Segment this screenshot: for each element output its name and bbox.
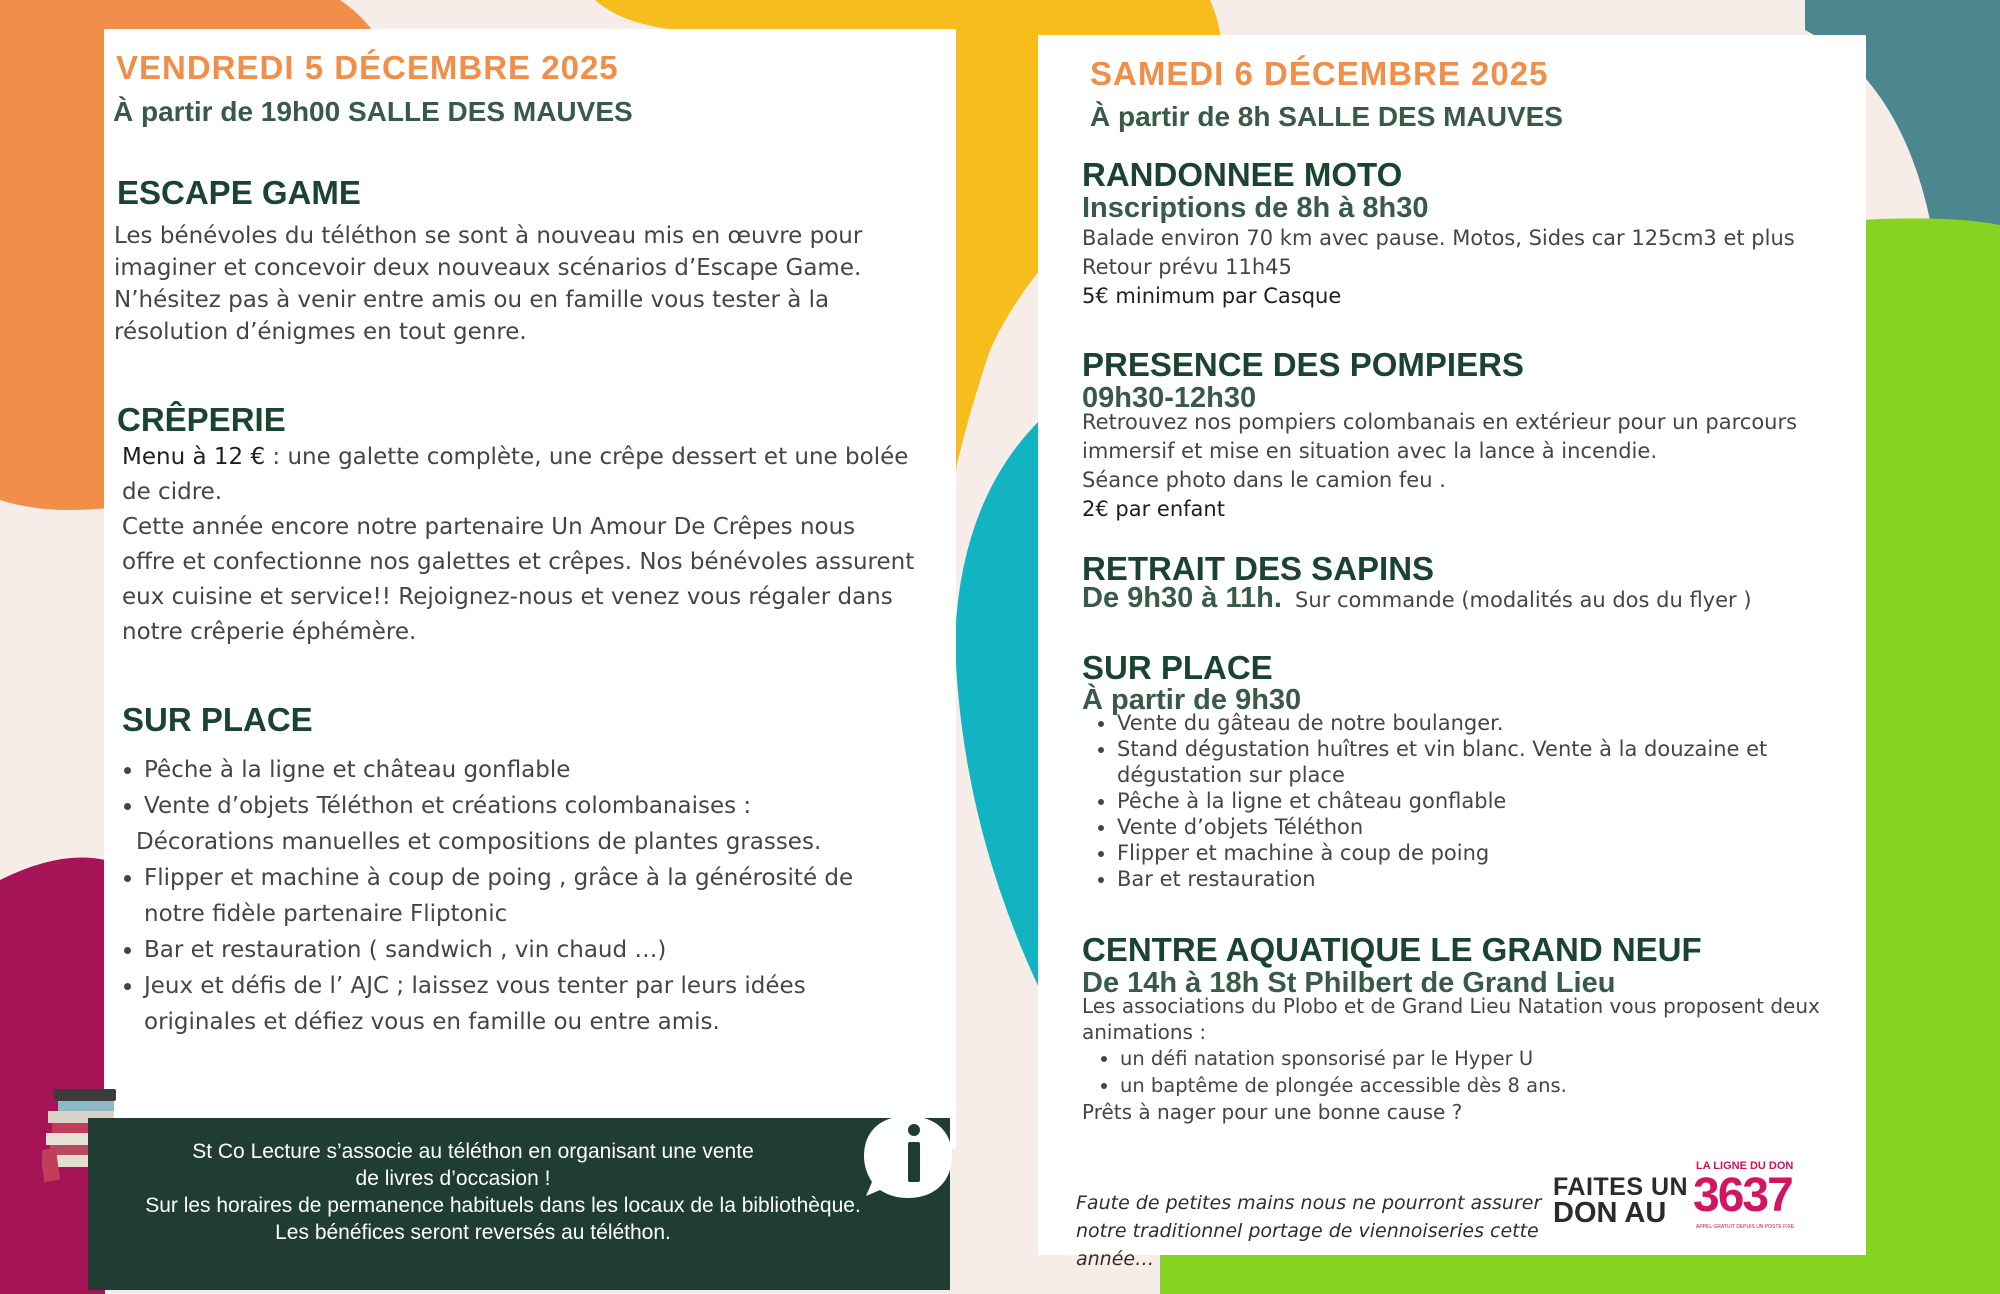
list-item: • un défi natation sponsorisé par le Hyper U — [1120, 1045, 1872, 1072]
pompiers-text — [1082, 408, 1862, 524]
moto-title: RANDONNEE MOTO — [1082, 156, 1403, 193]
sapins-line — [1082, 582, 1752, 615]
escape-game-title: ESCAPE GAME — [117, 174, 361, 211]
escape-line: imaginer et concevoir deux nouveaux scénarios d’Escape Game. — [114, 255, 862, 281]
creperie-text — [122, 440, 952, 650]
pompiers-price: 2€ par enfant — [1082, 497, 1225, 521]
escape-line: Les bénévoles du téléthon se sont à nouveau mis en œuvre pour — [114, 223, 863, 249]
footer-line: année… — [1076, 1248, 1155, 1270]
logo-don: DON AU — [1553, 1197, 1667, 1229]
saturday-date: SAMEDI 6 DÉCEMBRE 2025 — [1090, 55, 1549, 92]
list-item — [144, 788, 964, 824]
moto-line: Retour prévu 11h45 — [1082, 255, 1292, 279]
escape-line: N’hésitez pas à venir entre amis ou en famille vous tester à la — [114, 287, 830, 313]
creperie-line: offre et confectionne nos galettes et crêpes. Nos bénévoles assurent — [122, 549, 915, 575]
list-item-continuation: notre fidèle partenaire Fliptonic — [144, 901, 508, 927]
list-item-continuation: dégustation sur place — [1117, 763, 1345, 787]
logo-faites: FAITES UN — [1553, 1173, 1689, 1201]
moto-text — [1082, 224, 1862, 311]
friday-date: VENDREDI 5 DÉCEMBRE 2025 — [116, 49, 619, 86]
menu-price: Menu à 12 € — [122, 444, 266, 470]
friday-surplace-list — [114, 752, 964, 1040]
list-item: • Jeux et défis de l’ AJC ; laissez vous tenter par leurs idées — [144, 968, 964, 1004]
pompiers-line: Séance photo dans le camion feu . — [1082, 468, 1446, 492]
pompiers-line: immersif et mise en situation avec la lance à incendie. — [1082, 439, 1657, 463]
saturday-surplace-subtitle: À partir de 9h30 — [1082, 684, 1302, 716]
info-box-text — [88, 1138, 898, 1246]
footer-line: Faute de petites mains nous ne pourront assurer — [1076, 1192, 1542, 1214]
creperie-line: Cette année encore notre partenaire Un Amour De Crêpes nous — [122, 514, 856, 540]
pompiers-subtitle: 09h30-12h30 — [1082, 382, 1257, 414]
teal-blob — [955, 420, 1040, 990]
saturday-time-place: À partir de 8h SALLE DES MAUVES — [1090, 101, 1563, 132]
list-item: • Bar et restauration — [1117, 866, 1877, 892]
aquatique-text — [1082, 993, 1872, 1125]
footer-line: notre traditionnel portage de viennoiseries cette — [1076, 1220, 1539, 1242]
moto-line: Balade environ 70 km avec pause. Motos, Sides car 125cm3 et plus — [1082, 226, 1795, 250]
moto-price: 5€ minimum par Casque — [1082, 284, 1342, 308]
sapins-note: Sur commande (modalités au dos du flyer ) — [1295, 588, 1752, 612]
friday-time-place: À partir de 19h00 SALLE DES MAUVES — [113, 96, 633, 127]
info-line: Les bénéfices seront reversés au téléthon. — [275, 1221, 671, 1244]
footer-note — [1076, 1189, 1546, 1273]
list-item-continuation: originales et défiez vous en famille ou entre amis. — [144, 1009, 720, 1035]
info-icon — [862, 1110, 954, 1210]
sapins-subtitle: De 9h30 à 11h. — [1082, 582, 1282, 614]
logo-ligne: LA LIGNE DU DON — [1696, 1160, 1794, 1172]
aquatique-line: Prêts à nager pour une bonne cause ? — [1082, 1100, 1463, 1124]
info-box — [88, 1118, 950, 1290]
list-item: • Bar et restauration ( sandwich , vin chaud …) — [144, 932, 964, 968]
escape-line: résolution d’énigmes en tout genre. — [114, 319, 527, 345]
list-item: • Flipper et machine à coup de poing — [1117, 840, 1877, 866]
logo-number: 3637 — [1693, 1169, 1792, 1222]
creperie-title: CRÊPERIE — [117, 401, 286, 438]
sapins-title: RETRAIT DES SAPINS — [1082, 550, 1435, 587]
aquatique-title: CENTRE AQUATIQUE LE GRAND NEUF — [1082, 931, 1702, 968]
creperie-menu — [122, 440, 952, 475]
creperie-line: eux cuisine et service!! Rejoignez-nous et venez vous régaler dans — [122, 584, 893, 610]
list-item: • Pêche à la ligne et château gonflable — [1117, 788, 1877, 814]
pompiers-line: Retrouvez nos pompiers colombanais en extérieur pour un parcours — [1082, 410, 1798, 434]
creperie-line: notre crêperie éphémère. — [122, 619, 417, 645]
friday-surplace-title: SUR PLACE — [122, 701, 313, 738]
creperie-line: de cidre. — [122, 479, 223, 505]
don-logo — [1553, 1160, 1853, 1250]
menu-text: : une galette complète, une crêpe dessert et une bolée — [265, 444, 909, 470]
list-item-text: Vente d’objets Téléthon et créations colombanaises : — [144, 793, 752, 819]
list-item-continuation: Décorations manuelles et compositions de plantes grasses. — [136, 829, 822, 855]
info-line: de livres d’occasion ! — [355, 1167, 551, 1190]
list-item: • Flipper et machine à coup de poing , grâce à la générosité de — [144, 860, 964, 896]
info-line: St Co Lecture s’associe au téléthon en organisant une vente — [192, 1140, 754, 1163]
list-item: • Vente d’objets Téléthon — [1117, 814, 1877, 840]
yellow-blob-top — [595, 0, 1010, 32]
moto-subtitle: Inscriptions de 8h à 8h30 — [1082, 192, 1429, 224]
logo-small: APPEL GRATUIT DEPUIS UN POSTE FIXE — [1696, 1224, 1795, 1230]
aquatique-subtitle: De 14h à 18h St Philbert de Grand Lieu — [1082, 967, 1616, 999]
aquatique-list — [1082, 1045, 1872, 1099]
saturday-surplace-title: SUR PLACE — [1082, 649, 1273, 686]
saturday-surplace-list — [1082, 710, 1877, 892]
list-item: • Pêche à la ligne et château gonflable — [144, 752, 964, 788]
escape-game-text — [114, 220, 944, 348]
list-item: • un baptême de plongée accessible dès 8 ans. — [1120, 1072, 1872, 1099]
list-item: • Stand dégustation huîtres et vin blanc. Vente à la douzaine et — [1117, 736, 1877, 762]
aquatique-line: animations : — [1082, 1020, 1207, 1044]
info-line: Sur les horaires de permanence habituels dans les locaux de la bibliothèque. — [145, 1194, 861, 1217]
aquatique-line: Les associations du Plobo et de Grand Lieu Natation vous proposent deux — [1082, 994, 1820, 1018]
pompiers-title: PRESENCE DES POMPIERS — [1082, 346, 1524, 383]
list-item: • Vente du gâteau de notre boulanger. — [1117, 710, 1877, 736]
